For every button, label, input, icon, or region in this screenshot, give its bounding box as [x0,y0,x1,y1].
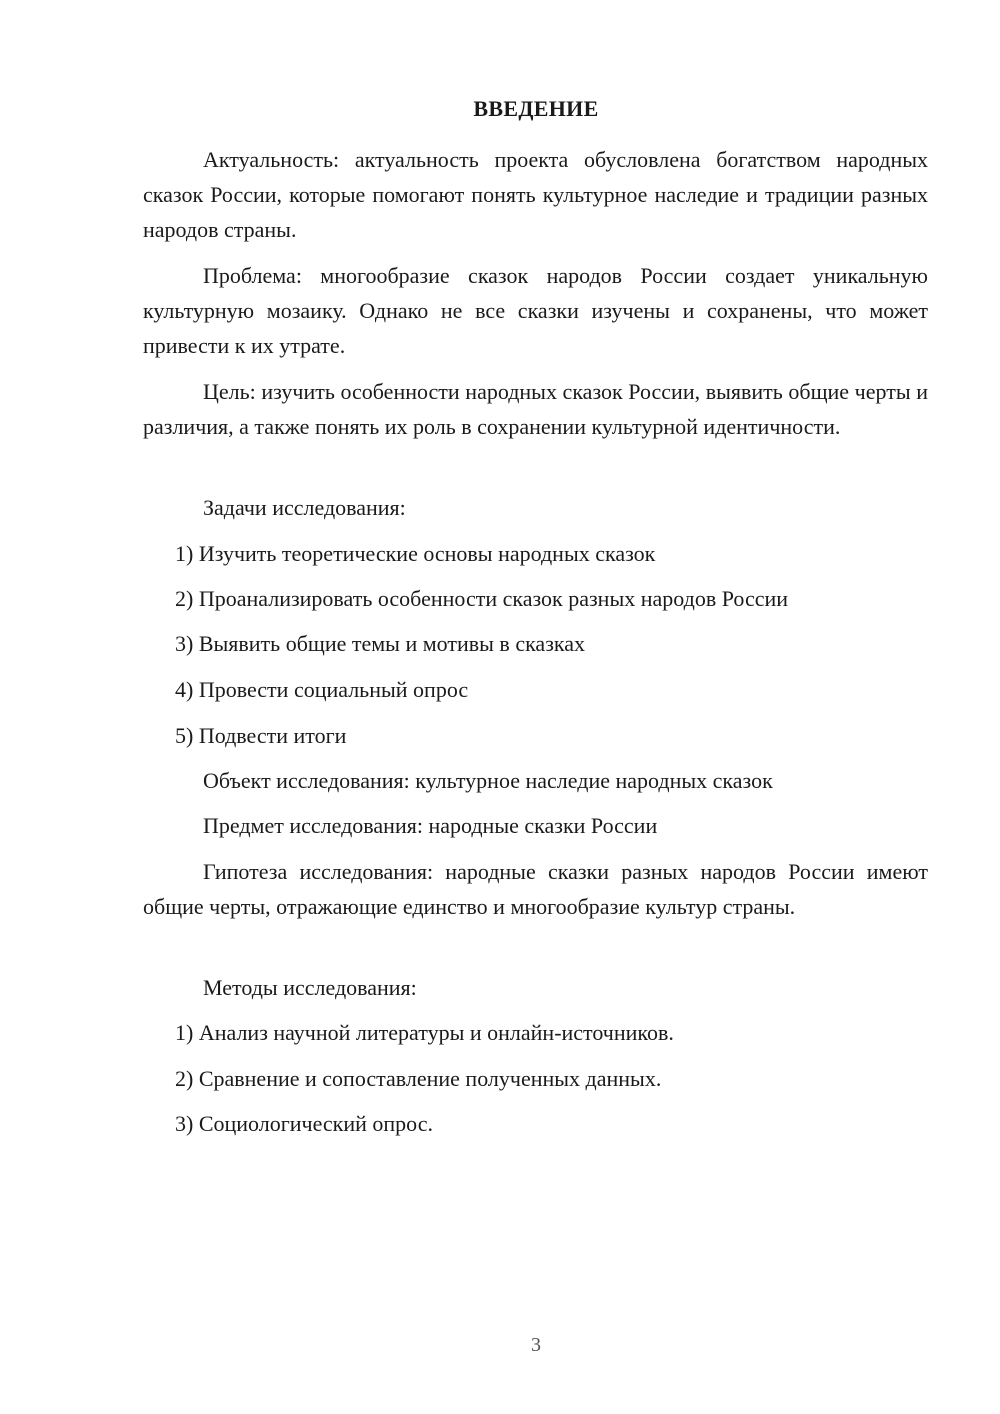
page-number: 3 [531,1334,541,1356]
page-title: ВВЕДЕНИЕ [473,96,599,121]
goal-text: Цель: изучить особенности народных сказок России, выявить общие черты и различия, а также понять их роль в сохранении культурной идентичности. [143,379,928,439]
relevance-paragraph [143,142,928,247]
relevance-text: Актуальность: актуальность проекта обусловлена богатством народных сказок России, которые помогают понять культурное наследие и традиции разных народов страны. [143,147,928,242]
list-item: 1) Изучить теоретические основы народных сказок [175,541,656,566]
hypothesis-text: Гипотеза исследования: народные сказки разных народов России имеют общие черты, отражающие единство и многообразие культур страны. [143,859,928,919]
list-item: 1) Анализ научной литературы и онлайн-источников. [175,1020,674,1045]
list-item: 2) Сравнение и сопоставление полученных данных. [175,1066,662,1091]
hypothesis-paragraph [143,854,928,924]
methods-title: Методы исследования: [203,975,417,1000]
list-item: 3) Выявить общие темы и мотивы в сказках [175,631,586,656]
list-item: 3) Социологический опрос. [175,1111,433,1136]
problem-paragraph [143,258,928,363]
tasks-title: Задачи исследования: [203,495,406,520]
list-item: 2) Проанализировать особенности сказок разных народов России [175,586,789,611]
research-object: Объект исследования: культурное наследие народных сказок [203,768,773,793]
list-item: 4) Провести социальный опрос [175,677,469,702]
problem-text: Проблема: многообразие сказок народов России создает уникальную культурную мозаику. Однако не все сказки изучены и сохранены, что может привести к их утрате. [143,263,928,358]
list-item: 5) Подвести итоги [175,723,347,748]
research-subject: Предмет исследования: народные сказки России [203,813,658,838]
goal-paragraph [143,374,928,444]
